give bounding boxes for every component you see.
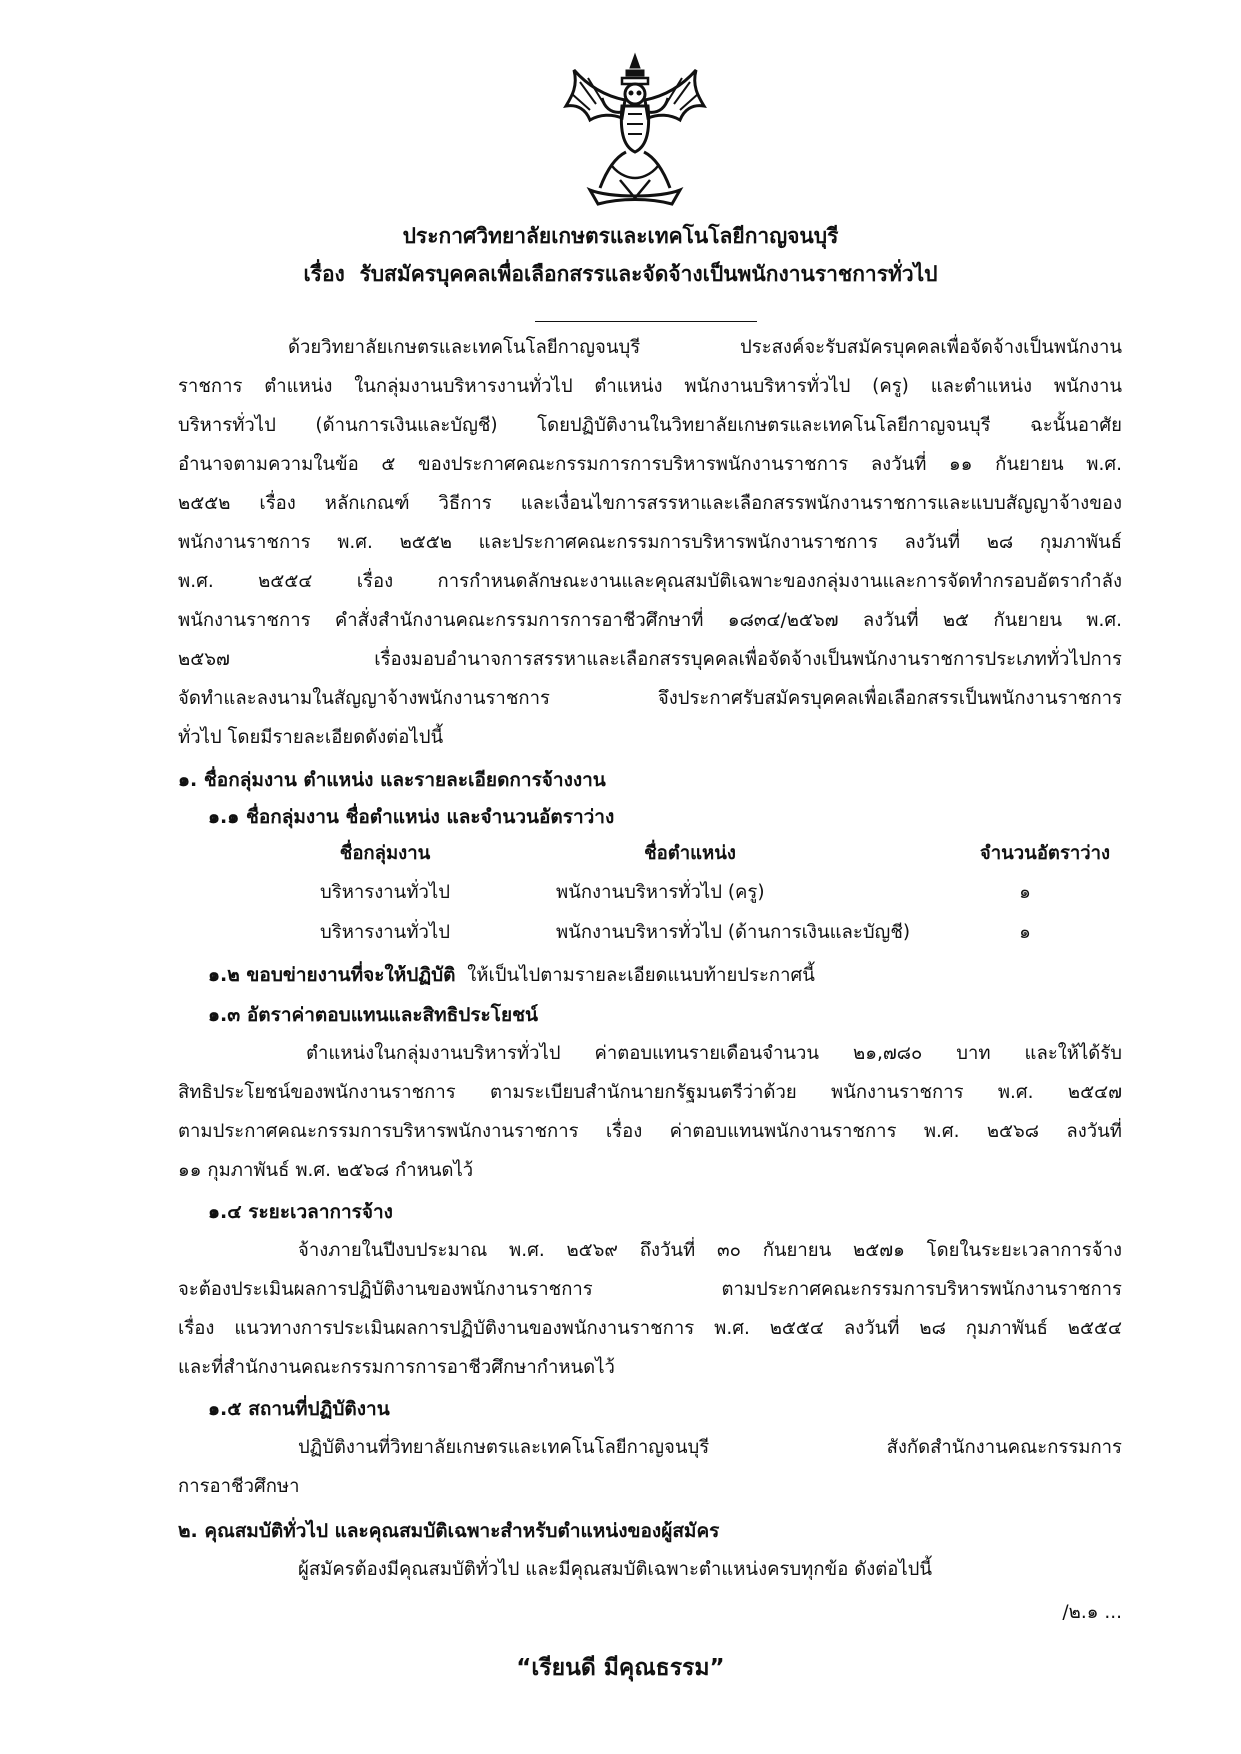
intro-line: จัดทำและลงนามในสัญญาจ้างพนักงานราชการ จึงประกาศรับสมัครบุคคลเพื่อเลือกสรรเป็นพนักงานราชการ [178,688,1122,709]
intro-line: อำนาจตามความในข้อ ๕ ของประกาศคณะกรรมการการบริหารพนักงานราชการ ลงวันที่ ๑๑ กันยายน พ.ศ. [178,454,1122,475]
table-cell: พนักงานบริหารทั่วไป (ด้านการเงินและบัญชี) [556,922,911,943]
table-cell: ๑ [1019,922,1031,943]
title-divider [535,321,757,322]
section-1-heading: ๑. ชื่อกลุ่มงาน ตำแหน่ง และรายละเอียดการจ้างงาน [178,769,606,791]
section-1-4-line: จะต้องประเมินผลการปฏิบัติงานของพนักงานราชการ ตามประกาศคณะกรรมการบริหารพนักงานราชการ [178,1279,1122,1300]
subject-label: เรื่อง [303,262,345,286]
section-1-3-line: ตำแหน่งในกลุ่มงานบริหารทั่วไป ค่าตอบแทนรายเดือนจำนวน ๒๑,๗๘๐ บาท และให้ได้รับ [306,1043,1122,1064]
section-1-5-heading: ๑.๕ สถานที่ปฏิบัติงาน [208,1398,390,1420]
section-2-text: ผู้สมัครต้องมีคุณสมบัติทั่วไป และมีคุณสมบัติเฉพาะตำแหน่งครบทุกข้อ ดังต่อไปนี้ [298,1559,933,1580]
continuation-marker: /๒.๑ ... [1062,1602,1122,1623]
table-header: จำนวนอัตราว่าง [979,843,1111,864]
section-1-4-line: และที่สำนักงานคณะกรรมการการอาชีวศึกษากำหนดไว้ [178,1357,615,1378]
announcement-subject [0,258,1241,291]
table-cell: พนักงานบริหารทั่วไป (ครู) [556,882,765,903]
intro-line: พนักงานราชการ คำสั่งสำนักงานคณะกรรมการการอาชีวศึกษาที่ ๑๘๓๔/๒๕๖๗ ลงวันที่ ๒๕ กันยายน พ.ศ. [178,610,1122,631]
intro-line: พนักงานราชการ พ.ศ. ๒๕๕๒ และประกาศคณะกรรมการบริหารพนักงานราชการ ลงวันที่ ๒๘ กุมภาพันธ์ [178,532,1122,553]
section-1-5-line: การอาชีวศึกษา [178,1476,300,1497]
section-1-3-line: ๑๑ กุมภาพันธ์ พ.ศ. ๒๕๖๘ กำหนดไว้ [178,1160,474,1181]
section-1-3-heading: ๑.๓ อัตราค่าตอบแทนและสิทธิประโยชน์ [208,1004,538,1026]
section-1-3-line: ตามประกาศคณะกรรมการบริหารพนักงานราชการ เรื่อง ค่าตอบแทนพนักงานราชการ พ.ศ. ๒๕๖๘ ลงวันที่ [178,1121,1122,1142]
garuda-emblem-icon [560,48,710,208]
intro-line: ราชการ ตำแหน่ง ในกลุ่มงานบริหารงานทั่วไป ตำแหน่ง พนักงานบริหารทั่วไป (ครู) และตำแหน่ง พนักงาน [178,376,1122,397]
intro-line: ๒๕๖๗ เรื่องมอบอำนาจการสรรหาและเลือกสรรบุคคลเพื่อจัดจ้างเป็นพนักงานราชการประเภททั่วไปการ [178,649,1122,670]
section-1-4-line: จ้างภายในปีงบประมาณ พ.ศ. ๒๕๖๙ ถึงวันที่ ๓๐ กันยายน ๒๕๗๑ โดยในระยะเวลาการจ้าง [298,1240,1122,1261]
table-cell: บริหารงานทั่วไป [320,922,450,943]
announcement-title: ประกาศวิทยาลัยเกษตรและเทคโนโลยีกาญจนบุรี [402,224,839,248]
table-header: ชื่อตำแหน่ง [644,843,736,864]
section-1-1-heading: ๑.๑ ชื่อกลุ่มงาน ชื่อตำแหน่ง และจำนวนอัตราว่าง [208,806,615,828]
section-1-5-line: ปฏิบัติงานที่วิทยาลัยเกษตรและเทคโนโลยีกาญจนบุรี สังกัดสำนักงานคณะกรรมการ [298,1437,1122,1458]
intro-line: ๒๕๕๒ เรื่อง หลักเกณฑ์ วิธีการ และเงื่อนไขการสรรหาและเลือกสรรพนักงานราชการและแบบสัญญาจ้างของ [178,493,1122,514]
intro-line: ทั่วไป โดยมีรายละเอียดดังต่อไปนี้ [178,727,444,748]
section-1-4-line: เรื่อง แนวทางการประเมินผลการปฏิบัติงานของพนักงานราชการ พ.ศ. ๒๕๕๔ ลงวันที่ ๒๘ กุมภาพันธ์ ๒๕๕๔ [178,1318,1122,1339]
intro-line: ด้วยวิทยาลัยเกษตรและเทคโนโลยีกาญจนบุรี ประสงค์จะรับสมัครบุคคลเพื่อจัดจ้างเป็นพนักงาน [288,337,1122,358]
table-header: ชื่อกลุ่มงาน [339,843,431,864]
section-1-2-heading: ๑.๒ ขอบข่ายงานที่จะให้ปฏิบัติ [208,964,456,986]
subject-text: รับสมัครบุคคลเพื่อเลือกสรรและจัดจ้างเป็นพนักงานราชการทั่วไป [359,262,938,286]
intro-line: บริหารทั่วไป (ด้านการเงินและบัญชี) โดยปฏิบัติงานในวิทยาลัยเกษตรและเทคโนโลยีกาญจนบุรี ฉะนั้นอาศัย [178,415,1122,436]
section-1-2-text: ให้เป็นไปตามรายละเอียดแนบท้ายประกาศนี้ [467,965,815,986]
table-cell: บริหารงานทั่วไป [320,882,450,903]
section-1-3-line: สิทธิประโยชน์ของพนักงานราชการ ตามระเบียบสำนักนายกรัฐมนตรีว่าด้วย พนักงานราชการ พ.ศ. ๒๕๔๗ [178,1082,1122,1103]
table-cell: ๑ [1019,882,1031,903]
intro-line: พ.ศ. ๒๕๕๔ เรื่อง การกำหนดลักษณะงานและคุณสมบัติเฉพาะของกลุ่มงานและการจัดทำกรอบอัตรากำลัง [178,571,1122,592]
college-motto: “เรียนดี มีคุณธรรม” [516,1655,725,1681]
section-1-4-heading: ๑.๔ ระยะเวลาการจ้าง [208,1201,393,1223]
section-2-heading: ๒. คุณสมบัติทั่วไป และคุณสมบัติเฉพาะสำหรับตำแหน่งของผู้สมัคร [178,1520,720,1542]
section-1-2 [208,963,815,988]
